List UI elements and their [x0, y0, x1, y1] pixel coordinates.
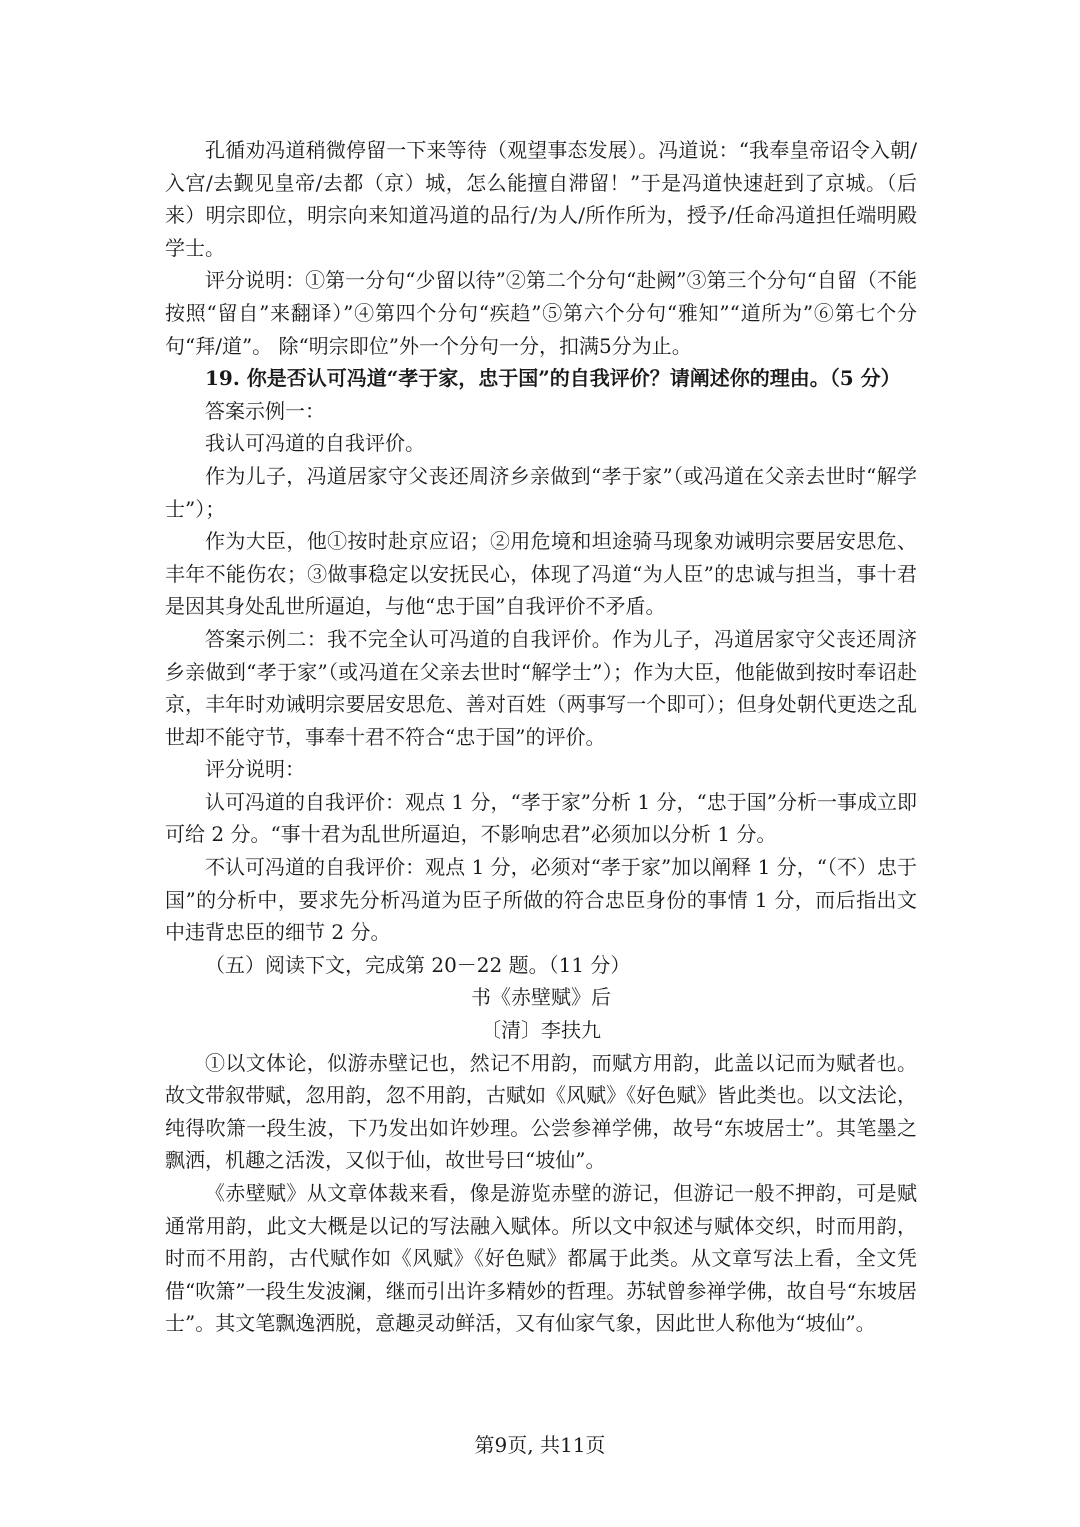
answer-example-1-label: 答案示例一：: [205, 398, 325, 423]
passage-translation: 《赤壁赋》从文章体裁来看，像是游览赤壁的游记，但游记一般不押韵，可是赋通常用韵，此文大概是以记的写法融入赋体。所以文中叙述与赋体交织，时而用韵，时而不用韵，古代赋作如《风赋》《好色赋》都属于此类。从文章写法上看，全文凭借“吹箫”一段生发波澜，继而引出许多精妙的哲理。苏轼曾参禅学佛，故自号“东坡居士”。其文笔飘逸洒脱，意趣灵动鲜活，又有仙家气象，因此世人称他为“坡仙”。: [165, 1181, 917, 1336]
scoring-disagree: 不认可冯道的自我评价：观点 1 分，必须对“孝于家”加以阐释 1 分，“（不）忠于国”的分析中，要求先分析冯道为臣子所做的符合忠臣身份的事情 1 分，而后指出文中违背忠臣的细节 2 分。: [165, 855, 917, 945]
translation-scoring-note: 评分说明：①第一分句“少留以待”②第二个分句“赴阙”③第三个分句“自留（不能按照“留自”来翻译）”④第四个分句“疾趋”⑤第六个分句“雅知”“道所为”⑥第七个分句“拜/道”。 除“明宗即位”外一个分句一分，扣满5分为止。: [165, 268, 917, 358]
page-number: 第9页, 共11页: [474, 1433, 606, 1457]
question-19: 19. 你是否认可冯道“孝于家，忠于国”的自我评价？请阐述你的理由。（5 分）: [205, 366, 901, 391]
page-content: [165, 134, 917, 1340]
passage-original: ①以文体论，似游赤壁记也，然记不用韵，而赋方用韵，此盖以记而为赋者也。故文带叙带赋，忽用韵，忽不用韵，古赋如《风赋》《好色赋》皆此类也。以文法论，纯得吹箫一段生波，下乃发出如许妙理。公尝参禅学佛，故号“东坡居士”。其笔墨之飘洒，机趣之活泼，又似于仙，故世号曰“坡仙”。: [165, 1050, 917, 1173]
scoring-agree: 认可冯道的自我评价：观点 1 分，“孝于家”分析 1 分，“忠于国”分析一事成立即可给 2 分。“事十君为乱世所逼迫，不影响忠君”必须加以分析 1 分。: [165, 789, 917, 847]
answer-example-1-minister: 作为大臣，他①按时赴京应诏；②用危境和坦途骑马现象劝诫明宗要居安思危、丰年不能伤农；③做事稳定以安抚民心，体现了冯道“为人臣”的忠诚与担当，事十君是因其身处乱世所逼迫，与他“忠于国”自我评价不矛盾。: [165, 529, 917, 619]
answer-example-1-view: 我认可冯道的自我评价。: [205, 431, 425, 456]
passage-title: 书《赤壁赋》后: [471, 985, 611, 1010]
scoring-label: 评分说明：: [205, 757, 305, 782]
answer-example-1-son: 作为儿子，冯道居家守父丧还周济乡亲做到“孝于家”（或冯道在父亲去世时“解学士”）；: [165, 463, 917, 521]
section-5-heading: （五）阅读下文，完成第 20－22 题。（11 分）: [205, 952, 631, 977]
answer-example-2: 答案示例二：我不完全认可冯道的自我评价。作为儿子，冯道居家守父丧还周济乡亲做到“孝于家”（或冯道在父亲去世时“解学士”）；作为大臣，他能做到按时奉诏赴京，丰年时劝诫明宗要居安思危、善对百姓（两事写一个即可）；但身处朝代更迭之乱世却不能守节，事奉十君不符合“忠于国”的评价。: [165, 626, 917, 749]
translation-paragraph: 孔循劝冯道稍微停留一下来等待（观望事态发展）。冯道说：“我奉皇帝诏令入朝/入宫/去觐见皇帝/去都（京）城，怎么能擅自滞留！”于是冯道快速赶到了京城。（后来）明宗即位，明宗向来知道冯道的品行/为人/所作所为，授予/任命冯道担任端明殿学士。: [165, 138, 917, 260]
passage-author: 〔清〕李扶九: [481, 1018, 601, 1043]
